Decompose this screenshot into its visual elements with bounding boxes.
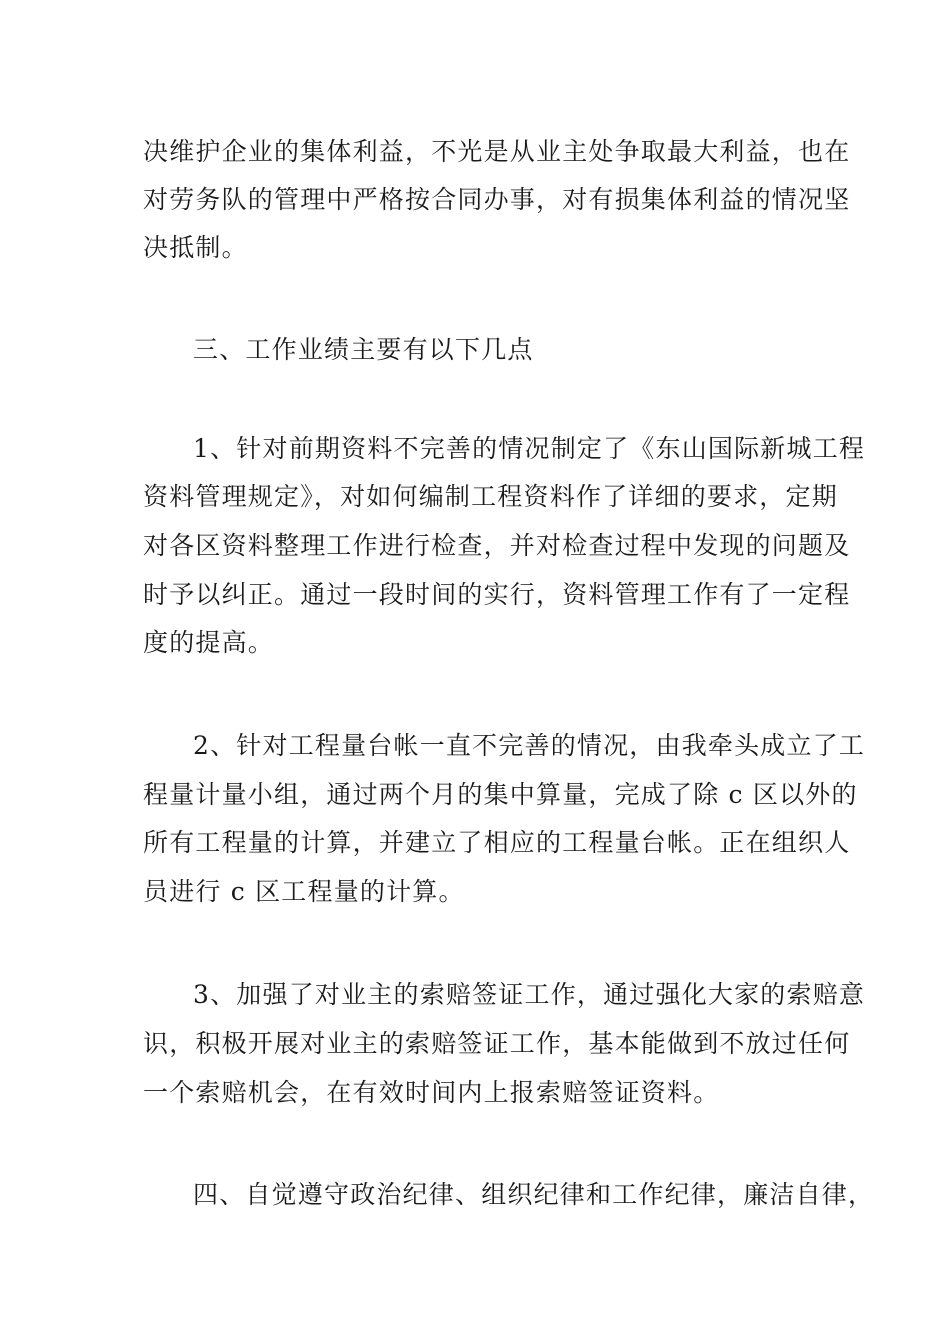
section-heading: 三、工作业绩主要有以下几点 <box>193 335 534 364</box>
paragraph-line: 度的提高。 <box>143 628 275 657</box>
paragraph-line: 程量计量小组，通过两个月的集中算量，完成了除 c 区以外的 <box>143 780 858 809</box>
paragraph-line: 3、加强了对业主的索赔签证工作，通过强化大家的索赔意 <box>193 980 866 1009</box>
paragraph-line: 识，积极开展对业主的索赔签证工作，基本能做到不放过任何 <box>143 1029 851 1058</box>
paragraph-line: 2、针对工程量台帐一直不完善的情况，由我牵头成立了工 <box>193 731 866 760</box>
paragraph-line: 一个索赔机会，在有效时间内上报索赔签证资料。 <box>143 1078 720 1107</box>
paragraph-line: 员进行 c 区工程量的计算。 <box>143 877 465 906</box>
paragraph-line: 资料管理规定》，对如何编制工程资料作了详细的要求，定期 <box>143 482 838 511</box>
paragraph-line: 时予以纠正。通过一段时间的实行，资料管理工作有了一定程 <box>143 580 851 609</box>
paragraph-line: 决抵制。 <box>143 233 248 262</box>
paragraph-line: 决维护企业的集体利益，不光是从业主处争取最大利益，也在 <box>143 137 851 166</box>
paragraph-line: 对各区资料整理工作进行检查，并对检查过程中发现的问题及 <box>143 531 851 560</box>
section-heading: 四、自觉遵守政治纪律、组织纪律和工作纪律，廉洁自律， <box>193 1180 875 1209</box>
paragraph-line: 对劳务队的管理中严格按合同办事，对有损集体利益的情况坚 <box>143 185 851 214</box>
paragraph-line: 1、针对前期资料不完善的情况制定了《东山国际新城工程 <box>193 434 866 463</box>
paragraph-line: 所有工程量的计算，并建立了相应的工程量台帐。正在组织人 <box>143 828 851 857</box>
